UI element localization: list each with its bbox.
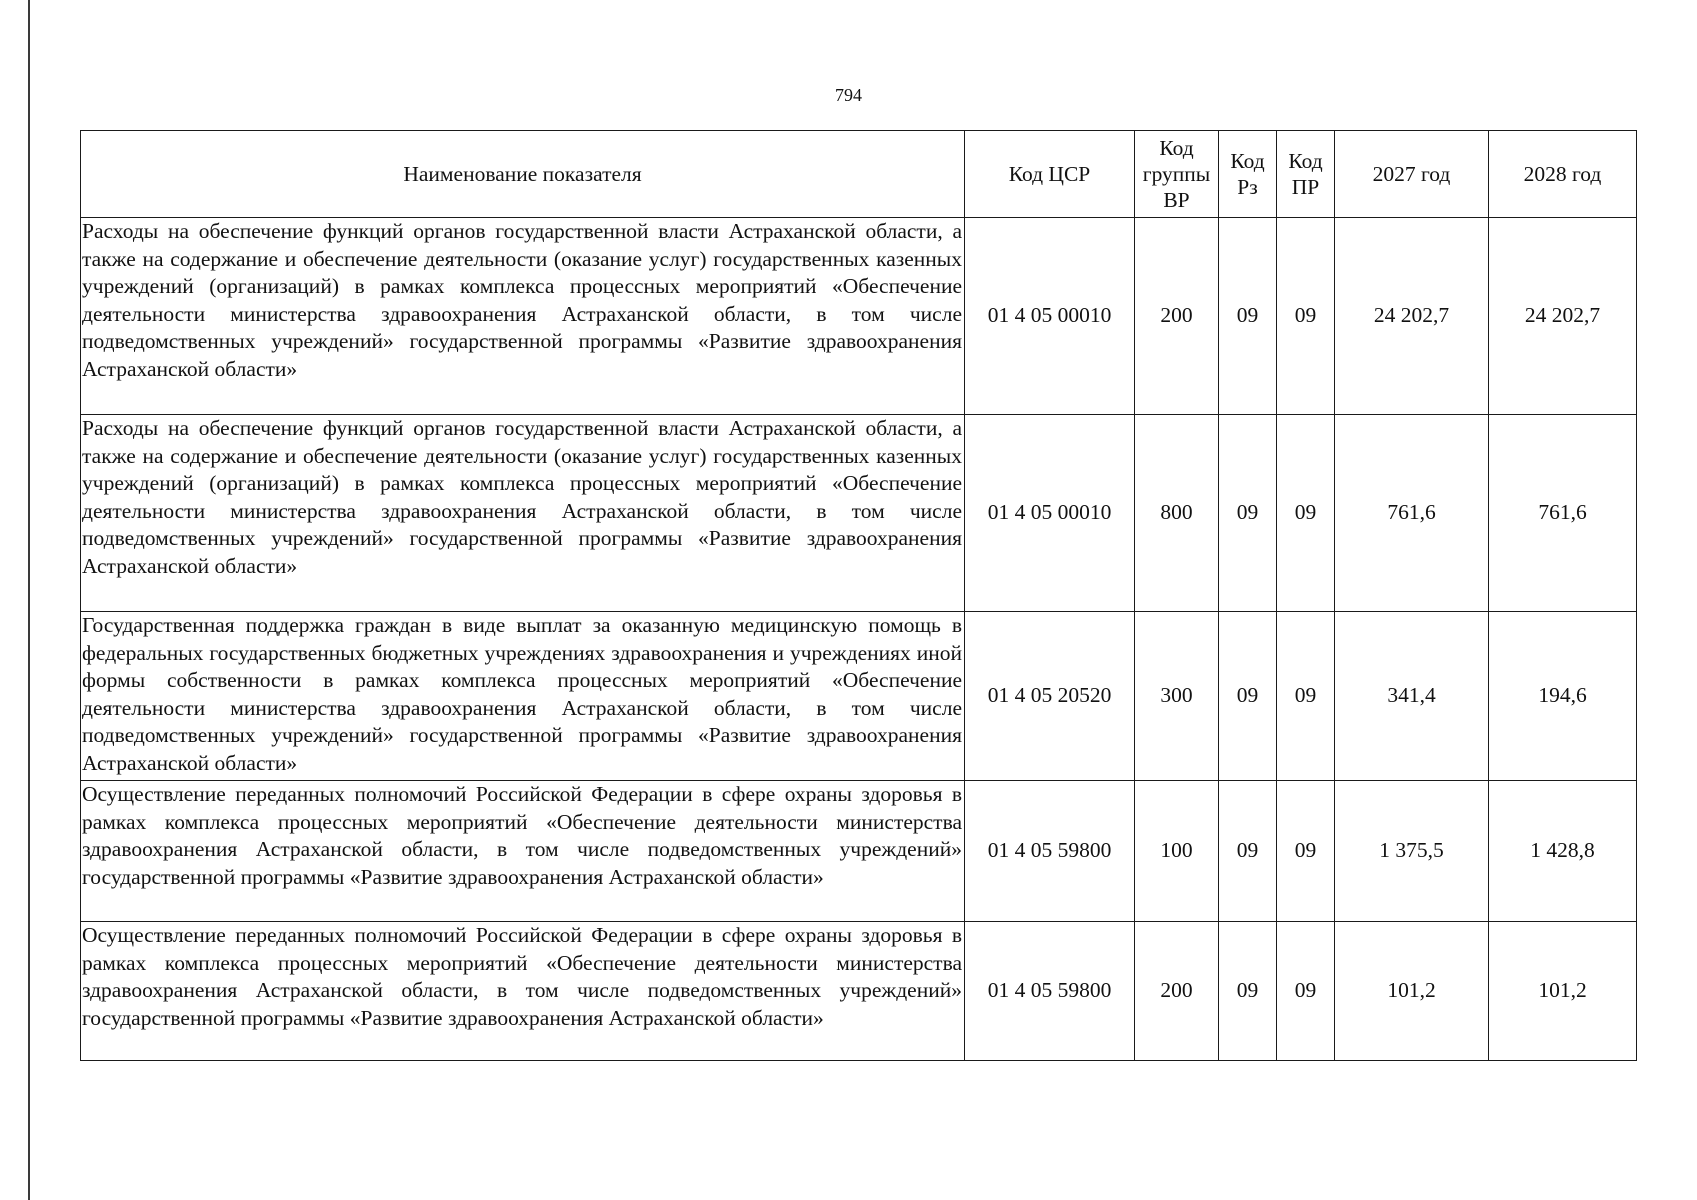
- budget-table: [80, 130, 1637, 1061]
- header-year-2027: 2027 год: [1335, 131, 1489, 218]
- header-csr-code: Код ЦСР: [965, 131, 1135, 218]
- row-csr-code: 01 4 05 20520: [965, 612, 1135, 781]
- row-value-2028: 101,2: [1489, 922, 1637, 1061]
- header-vr-code: Код группы ВР: [1135, 131, 1219, 218]
- row-pr-code: 09: [1277, 218, 1335, 415]
- table-row: [81, 781, 1637, 922]
- header-rz-code: Код Рз: [1219, 131, 1277, 218]
- header-pr-code: Код ПР: [1277, 131, 1335, 218]
- row-value-2028: 1 428,8: [1489, 781, 1637, 922]
- table-row: [81, 218, 1637, 415]
- row-vr-code: 300: [1135, 612, 1219, 781]
- row-pr-code: 09: [1277, 612, 1335, 781]
- table-body: [81, 218, 1637, 1061]
- header-year-2028: 2028 год: [1489, 131, 1637, 218]
- row-value-2027: 24 202,7: [1335, 218, 1489, 415]
- row-csr-code: 01 4 05 59800: [965, 922, 1135, 1061]
- row-vr-code: 800: [1135, 415, 1219, 612]
- row-name: Расходы на обеспечение функций органов государственной власти Астраханской области, а также на содержание и обеспечение деятельности (оказание услуг) государственных казенных учреждений (организаций) в рамках комплекса процессных мероприятий «Обеспечение деятельности министерства здравоохранения Астраханской области, в том числе подведомственных учреждений» государственной программы «Развитие здравоохранения Астраханской области»: [81, 218, 965, 415]
- row-rz-code: 09: [1219, 415, 1277, 612]
- row-rz-code: 09: [1219, 612, 1277, 781]
- row-value-2027: 341,4: [1335, 612, 1489, 781]
- scan-edge-line: [28, 0, 30, 1200]
- row-value-2027: 1 375,5: [1335, 781, 1489, 922]
- header-row: [81, 131, 1637, 218]
- row-value-2027: 101,2: [1335, 922, 1489, 1061]
- row-name: Осуществление переданных полномочий Российской Федерации в сфере охраны здоровья в рамках комплекса процессных мероприятий «Обеспечение деятельности министерства здравоохранения Астраханской области, в том числе подведомственных учреждений» государственной программы «Развитие здравоохранения Астраханской области»: [81, 922, 965, 1061]
- table-row: [81, 922, 1637, 1061]
- row-pr-code: 09: [1277, 781, 1335, 922]
- row-value-2027: 761,6: [1335, 415, 1489, 612]
- row-name: Расходы на обеспечение функций органов государственной власти Астраханской области, а также на содержание и обеспечение деятельности (оказание услуг) государственных казенных учреждений (организаций) в рамках комплекса процессных мероприятий «Обеспечение деятельности министерства здравоохранения Астраханской области, в том числе подведомственных учреждений» государственной программы «Развитие здравоохранения Астраханской области»: [81, 415, 965, 612]
- row-name: Государственная поддержка граждан в виде выплат за оказанную медицинскую помощь в федеральных государственных бюджетных учреждениях здравоохранения и учреждениях иной формы собственности в рамках комплекса процессных мероприятий «Обеспечение деятельности министерства здравоохранения Астраханской области, в том числе подведомственных учреждений» государственной программы «Развитие здравоохранения Астраханской области»: [81, 612, 965, 781]
- table-header: [81, 131, 1637, 218]
- table-row: [81, 612, 1637, 781]
- row-rz-code: 09: [1219, 781, 1277, 922]
- page-number: 794: [835, 85, 862, 105]
- row-rz-code: 09: [1219, 218, 1277, 415]
- row-value-2028: 761,6: [1489, 415, 1637, 612]
- row-csr-code: 01 4 05 00010: [965, 218, 1135, 415]
- row-pr-code: 09: [1277, 922, 1335, 1061]
- row-name: Осуществление переданных полномочий Российской Федерации в сфере охраны здоровья в рамках комплекса процессных мероприятий «Обеспечение деятельности министерства здравоохранения Астраханской области, в том числе подведомственных учреждений» государственной программы «Развитие здравоохранения Астраханской области»: [81, 781, 965, 922]
- row-csr-code: 01 4 05 59800: [965, 781, 1135, 922]
- row-rz-code: 09: [1219, 922, 1277, 1061]
- row-csr-code: 01 4 05 00010: [965, 415, 1135, 612]
- header-name: Наименование показателя: [81, 131, 965, 218]
- row-vr-code: 200: [1135, 218, 1219, 415]
- row-vr-code: 100: [1135, 781, 1219, 922]
- table-row: [81, 415, 1637, 612]
- row-vr-code: 200: [1135, 922, 1219, 1061]
- row-pr-code: 09: [1277, 415, 1335, 612]
- row-value-2028: 194,6: [1489, 612, 1637, 781]
- row-value-2028: 24 202,7: [1489, 218, 1637, 415]
